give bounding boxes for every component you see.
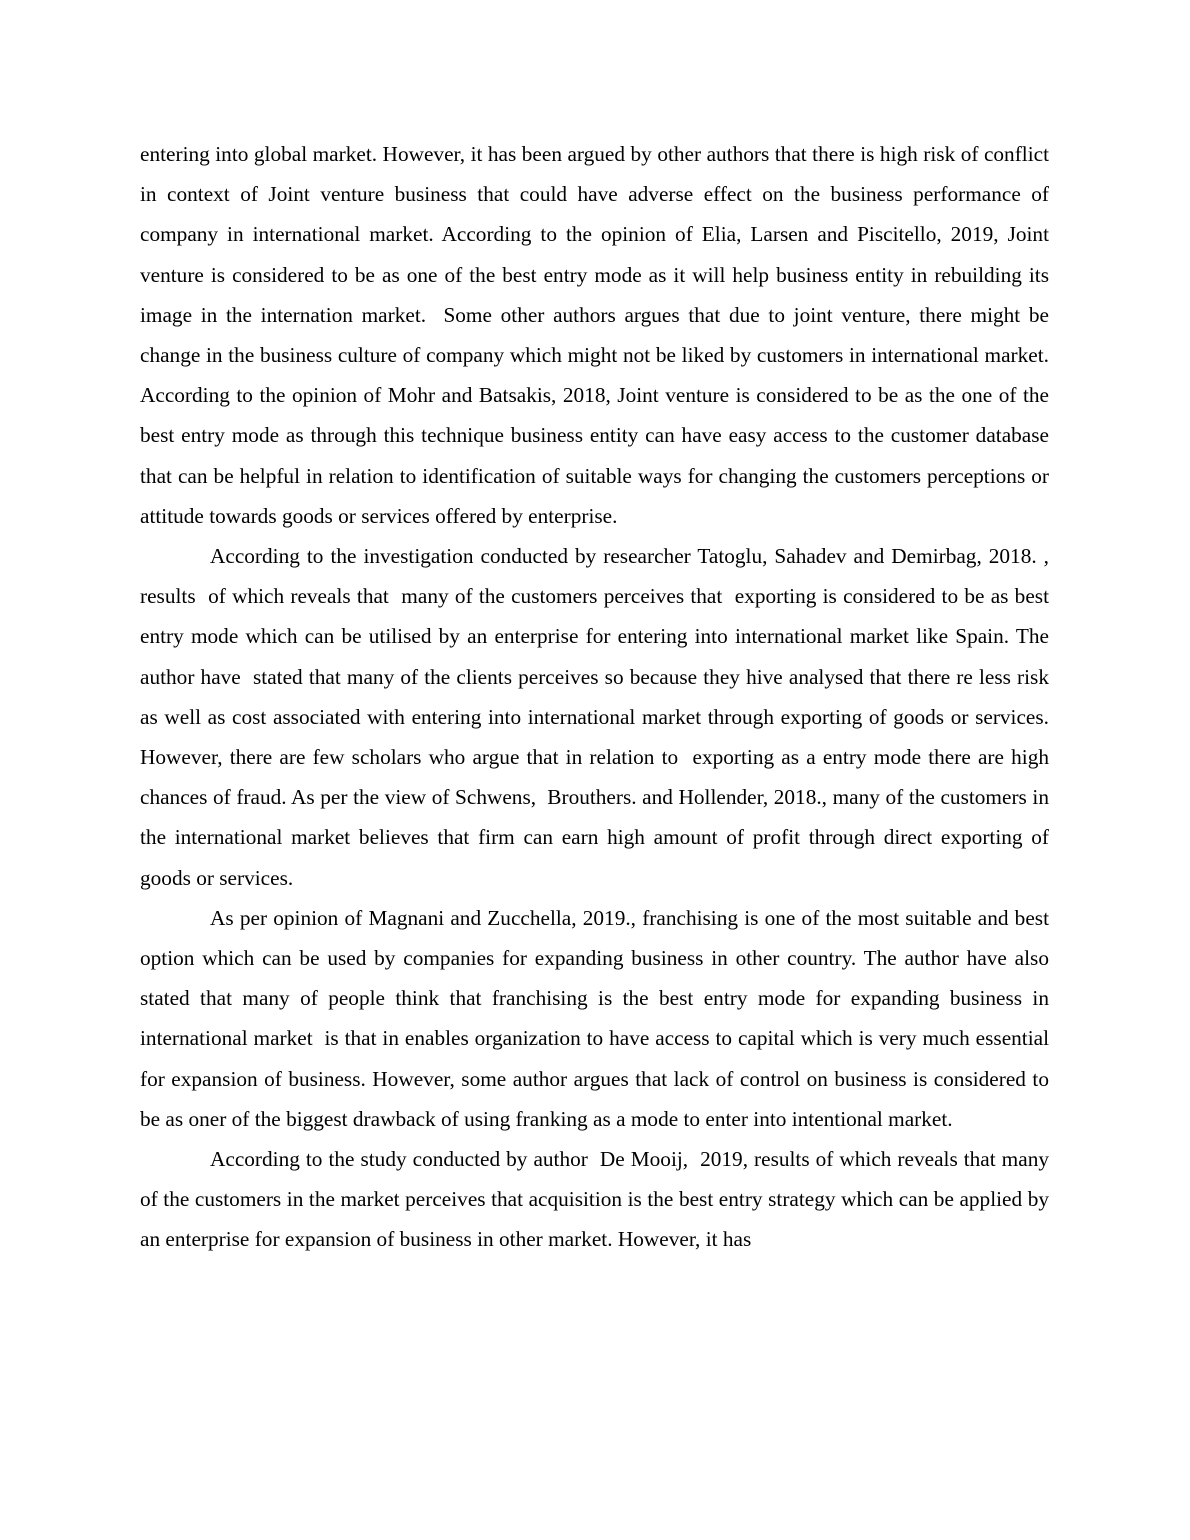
document-body [140, 134, 1055, 1260]
paragraph-acquisition: According to the study conducted by author De Mooij, 2019, results of which reveals that many of the customers in the market perceives that acquisition is the best entry strategy which can be applied by an enterprise for expansion of business in other market. However, it has [140, 1147, 1055, 1252]
paragraph-franchising: As per opinion of Magnani and Zucchella, 2019., franchising is one of the most suitable and best option which can be used by companies for expanding business in other country. The author have also stated that many of people think that franchising is the best entry mode for expanding business in international market is that in enables organization to have access to capital which is very much essential for expansion of business. However, some author argues that lack of control on business is considered to be as oner of the biggest drawback of using franking as a mode to enter into intentional market. [140, 905, 1055, 1131]
paragraph-exporting: According to the investigation conducted by researcher Tatoglu, Sahadev and Demirbag, 2018. , results of which reveals that many of the customers perceives that exporting is considered to be as best entry mode which can be utilised by an enterprise for entering into international market like Spain. The author have stated that many of the clients perceives so because they hive analysed that there re less risk as well as cost associated with entering into international market through exporting of goods or services. However, there are few scholars who argue that in relation to exporting as a entry mode there are high chances of fraud. As per the view of Schwens, Brouthers. and Hollender, 2018., many of the customers in the international market believes that firm can earn high amount of profit through direct exporting of goods or services. [140, 544, 1055, 890]
paragraph-joint-venture: entering into global market. However, it has been argued by other authors that there is high risk of conflict in context of Joint venture business that could have adverse effect on the business performance of company in international market. According to the opinion of Elia, Larsen and Piscitello, 2019, Joint venture is considered to be as one of the best entry mode as it will help business entity in rebuilding its image in the internation market. Some other authors argues that due to joint venture, there might be change in the business culture of company which might not be liked by customers in international market. According to the opinion of Mohr and Batsakis, 2018, Joint venture is considered to be as the one of the best entry mode as through this technique business entity can have easy access to the customer database that can be helpful in relation to identification of suitable ways for changing the customers perceptions or attitude towards goods or services offered by enterprise. [140, 142, 1055, 528]
